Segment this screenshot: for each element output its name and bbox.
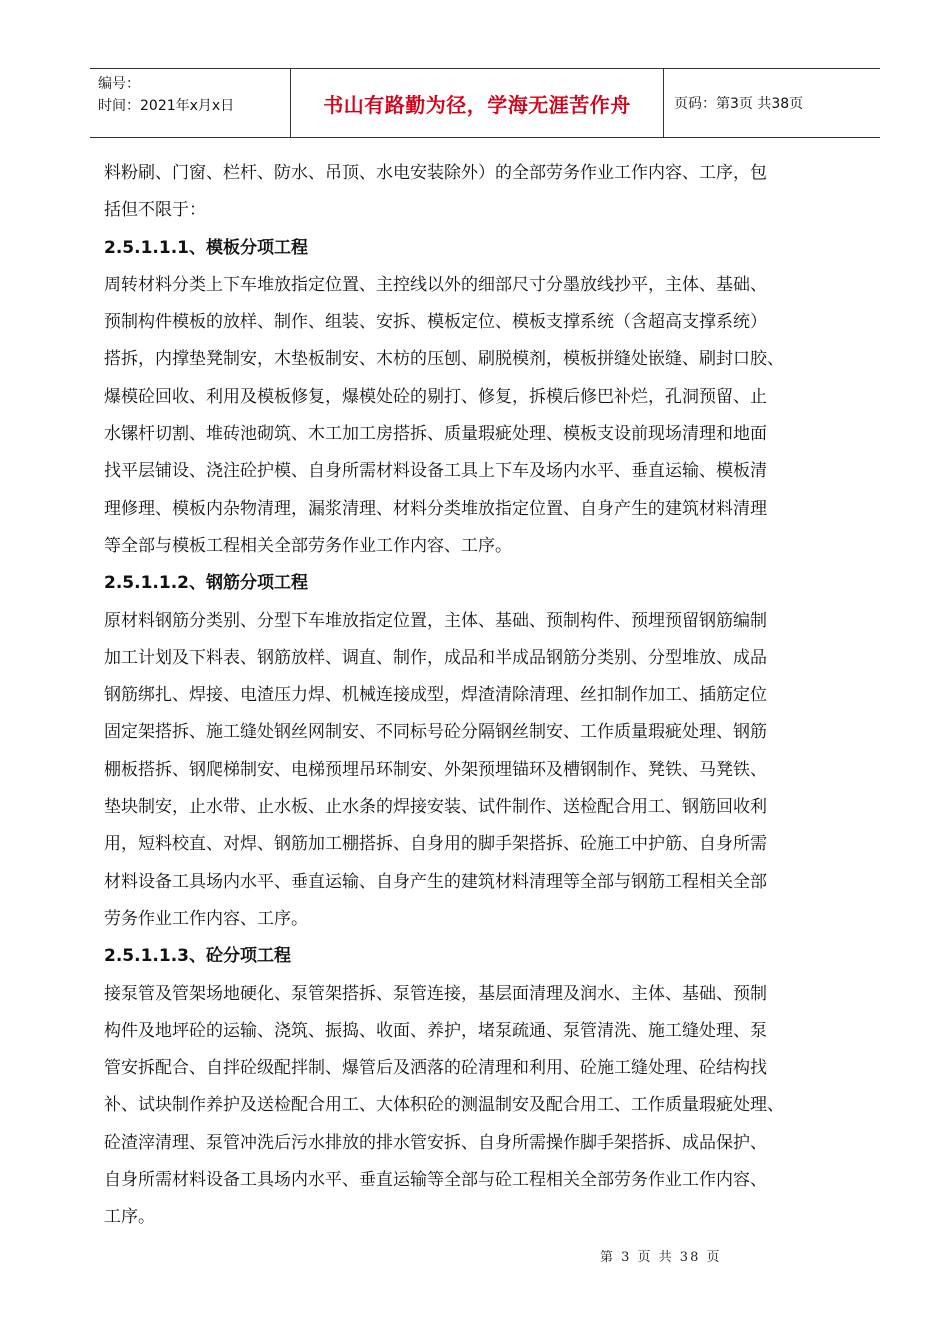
body-line: 劳务作业工作内容、工序。	[104, 908, 308, 929]
body-line: 材料设备工具场内水平、垂直运输、自身产生的建筑材料清理等全部与钢筋工程相关全部	[104, 871, 767, 892]
body-line: 工序。	[104, 1207, 155, 1228]
body-line: 搭拆，内撑垫凳制安，木垫板制安、木枋的压刨、刷脱模剂，模板拼缝处嵌缝、刷封口胶、	[104, 349, 784, 370]
body-line: 砼渣滓清理、泵管冲洗后污水排放的排水管安拆、自身所需操作脚手架搭拆、成品保护、	[104, 1132, 767, 1153]
body-line: 料粉刷、门窗、栏杆、防水、吊顶、水电安装除外）的全部劳务作业工作内容、工序，包	[104, 163, 767, 183]
body-line: 钢筋绑扎、焊接、电渣压力焊、机械连接成型，焊渣清除清理、丝扣制作加工、插筋定位	[104, 685, 767, 706]
body-line: 构件及地坪砼的运输、浇筑、振捣、收面、养护，堵泵疏通、泵管清洗、施工缝处理、泵	[104, 1020, 767, 1041]
body-line: 等全部与模板工程相关全部劳务作业工作内容、工序。	[104, 535, 512, 556]
body-line: 自身所需材料设备工具场内水平、垂直运输等全部与砼工程相关全部劳务作业工作内容、	[104, 1170, 767, 1191]
header-page-label: 页码：第3页 共38页	[674, 96, 804, 112]
body-line: 水镙杆切割、堆砖池砌筑、木工加工房搭拆、质量瑕疵处理、模板支设前现场清理和地面	[104, 424, 767, 445]
body-line: 原材料钢筋分类别、分型下车堆放指定位置，主体、基础、预制构件、预埋预留钢筋编制	[104, 610, 767, 631]
page-header	[90, 68, 880, 138]
body-line: 预制构件模板的放样、制作、组装、安拆、模板定位、模板支撑系统（含超高支撑系统）	[104, 312, 767, 333]
body-line: 加工计划及下料表、钢筋放样、调直、制作，成品和半成品钢筋分类别、分型堆放、成品	[104, 647, 767, 668]
body-line: 固定架搭拆、施工缝处钢丝网制安、不同标号砼分隔钢丝制安、工作质量瑕疵处理、钢筋	[104, 722, 767, 743]
body-line: 管安拆配合、自拌砼级配拌制、爆管后及洒落的砼清理和利用、砼施工缝处理、砼结构找	[104, 1058, 767, 1079]
body-line: 找平层铺设、浇注砼护模、自身所需材料设备工具上下车及场内水平、垂直运输、模板清	[104, 461, 767, 482]
header-meta	[90, 69, 290, 137]
body-line: 接泵管及管架场地硬化、泵管架搭拆、泵管连接，基层面清理及润水、主体、基础、预制	[104, 983, 767, 1004]
time-label: 时间：2021年x月x日	[98, 98, 235, 114]
body-line: 垫块制安，止水带、止水板、止水条的焊接安装、试件制作、送检配合用工、钢筋回收利	[104, 797, 767, 818]
section-heading: 2.5.1.1.2、钢筋分项工程	[104, 573, 308, 594]
body-line: 补、试块制作养护及送检配合用工、大体积砼的测温制安及配合用工、工作质量瑕疵处理、	[104, 1095, 784, 1116]
body-line: 棚板搭拆、钢爬梯制安、电梯预埋吊环制安、外架预埋锚环及槽钢制作、凳铁、马凳铁、	[104, 759, 767, 780]
body-line: 括但不限于：	[104, 200, 206, 221]
body-line: 理修理、模板内杂物清理，漏浆清理、材料分类堆放指定位置、自身产生的建筑材料清理	[104, 498, 767, 519]
body-line: 周转材料分类上下车堆放指定位置、主控线以外的细部尺寸分墨放线抄平，主体、基础、	[104, 274, 767, 295]
body-line: 爆模砼回收、利用及模板修复，爆模处砼的剔打、修复，拆模后修巴补烂，孔洞预留、止	[104, 386, 767, 407]
section-heading: 2.5.1.1.3、砼分项工程	[104, 946, 291, 967]
document-body	[104, 155, 864, 1237]
header-motto: 书山有路勤为径，学海无涯苦作舟	[290, 69, 664, 137]
serial-label: 编号：	[98, 76, 140, 92]
page-footer: 第 3 页 共 38 页	[600, 1250, 722, 1265]
section-heading: 2.5.1.1.1、模板分项工程	[104, 237, 308, 258]
body-line: 用，短料校直、对焊、钢筋加工棚搭拆、自身用的脚手架搭拆、砼施工中护筋、自身所需	[104, 834, 767, 855]
